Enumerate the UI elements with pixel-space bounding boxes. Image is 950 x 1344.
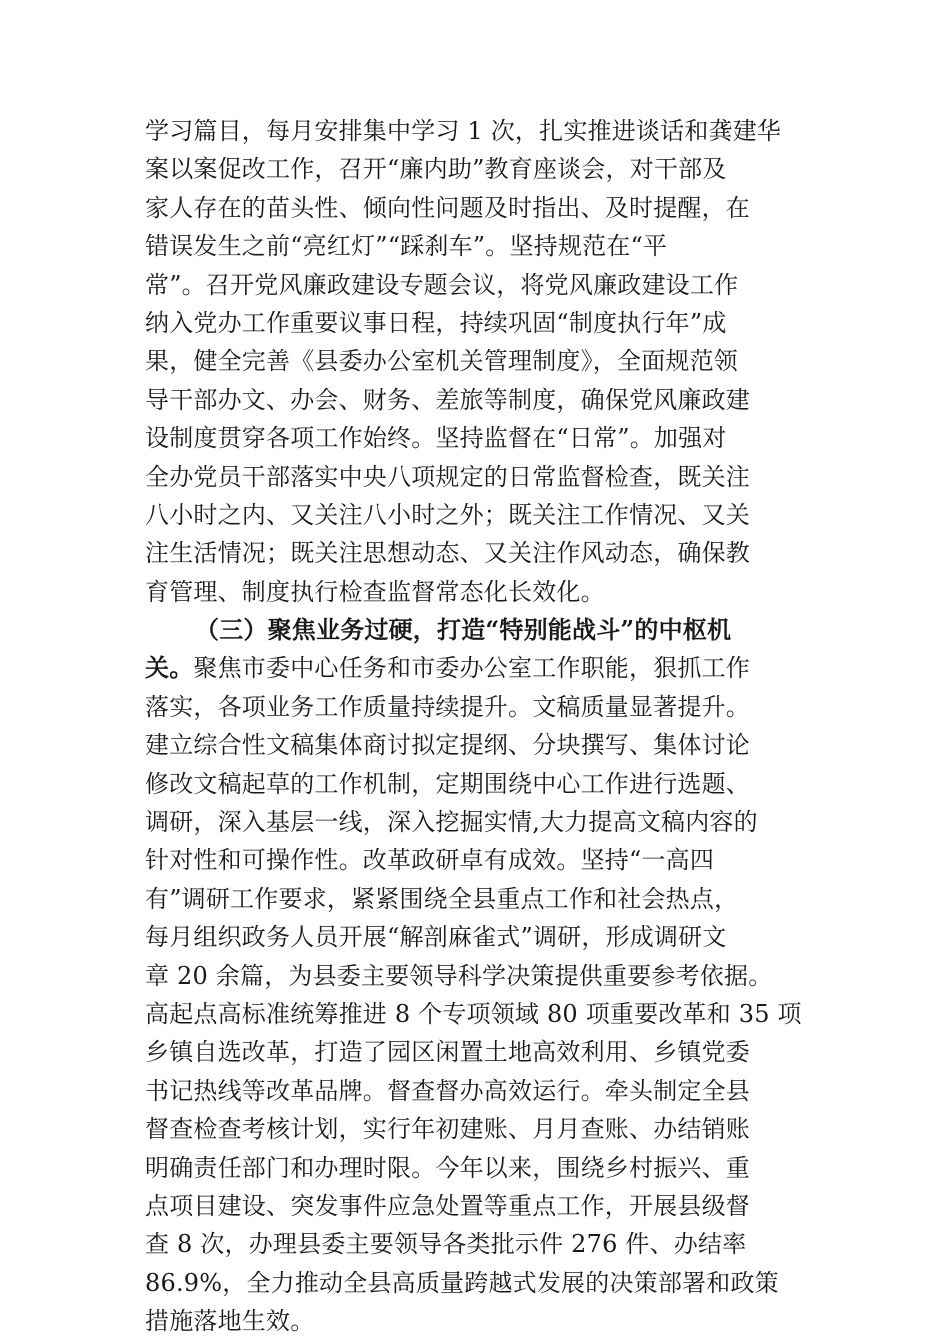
section-heading-continuation <box>145 649 805 687</box>
text-line: 查 8 次，办理县委主要领导各类批示件 276 件、办结率 <box>145 1230 747 1259</box>
text-line: 针对性和可操作性。改革政研卓有成效。坚持“一高四 <box>145 846 715 875</box>
text-line: 学习篇目，每月安排集中学习 1 次，扎实推进谈话和龚建华 <box>145 117 782 145</box>
text-line: 措施落地生效。 <box>145 1307 315 1336</box>
text-line: 有”调研工作要求，紧紧围绕全县重点工作和社会热点， <box>145 884 739 913</box>
text-line: 修改文稿起草的工作机制，定期围绕中心工作进行选题、 <box>145 769 750 798</box>
text-line: 错误发生之前“亮红灯”“踩刹车”。坚持规范在“平 <box>145 232 668 261</box>
text-line: 纳入党办工作重要议事日程，持续巩固“制度执行年”成 <box>145 308 727 337</box>
text-line: 86.9%，全力推动全县高质量跨越式发展的决策部署和政策 <box>145 1268 779 1297</box>
text-line: 明确责任部门和办理时限。今年以来，围绕乡村振兴、重 <box>145 1153 750 1182</box>
text-line: 督查检查考核计划，实行年初建账、月月查账、办结销账 <box>145 1115 750 1144</box>
text-run: 聚焦市委中心任务和市委办公室工作职能，狠抓工作 <box>193 654 751 683</box>
document-page <box>145 112 805 1341</box>
text-line: 果，健全完善《县委办公室机关管理制度》，全面规范领 <box>145 347 738 376</box>
text-line: 点项目建设、突发事件应急处置等重点工作，开展县级督 <box>145 1191 750 1220</box>
text-line: 育管理、制度执行检查监督常态化长效化。 <box>145 577 605 606</box>
section-heading: （三）聚焦业务过硬，打造“特别能战斗”的中枢机 <box>195 615 732 645</box>
text-line: 全办党员干部落实中央八项规定的日常监督检查，既关注 <box>145 462 750 491</box>
text-line: 注生活情况；既关注思想动态、又关注作风动态，确保教 <box>145 539 750 568</box>
text-line: 建立综合性文稿集体商讨拟定提纲、分块撰写、集体讨论 <box>145 731 750 760</box>
text-line: 八小时之内、又关注八小时之外；既关注工作情况、又关 <box>145 500 750 529</box>
text-line: 高起点高标准统筹推进 8 个专项领域 80 项重要改革和 35 项 <box>145 999 802 1028</box>
text-line: 导干部办文、办会、财务、差旅等制度，确保党风廉政建 <box>145 385 750 414</box>
text-line: 章 20 余篇，为县委主要领导科学决策提供重要参考依据。 <box>145 961 773 990</box>
text-line: 案以案促改工作，召开“廉内助”教育座谈会，对干部及 <box>145 155 727 184</box>
text-line: 书记热线等改革品牌。督查督办高效运行。牵头制定全县 <box>145 1076 750 1105</box>
text-line: 乡镇自选改革，打造了园区闲置土地高效利用、乡镇党委 <box>145 1038 750 1067</box>
text-line: 常”。召开党风廉政建设专题会议，将党风廉政建设工作 <box>145 270 739 299</box>
text-line: 每月组织政务人员开展“解剖麻雀式”调研，形成调研文 <box>145 923 727 952</box>
text-line: 调研，深入基层一线，深入挖掘实情,大力提高文稿内容的 <box>145 808 758 837</box>
section-heading-tail: 关。 <box>145 653 194 683</box>
text-line: 落实，各项业务工作质量持续提升。文稿质量显著提升。 <box>145 692 750 721</box>
text-line: 家人存在的苗头性、倾向性问题及时指出、及时提醒，在 <box>145 193 750 222</box>
text-line: 设制度贯穿各项工作始终。坚持监督在“日常”。加强对 <box>145 424 727 453</box>
